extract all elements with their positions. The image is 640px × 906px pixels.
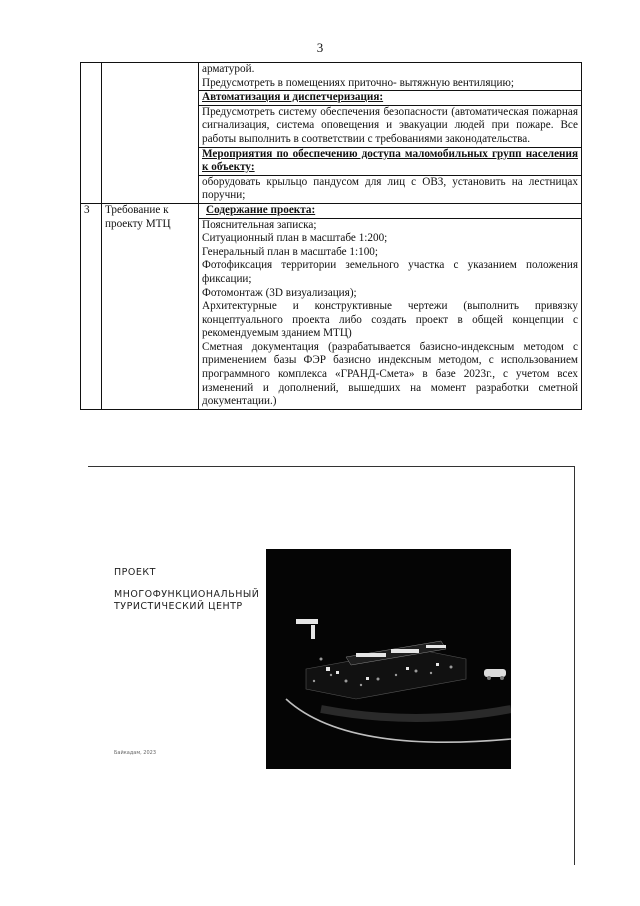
access-text: оборудовать крыльцо пандусом для лиц с ОВЗ, установить на лестницах поручни; xyxy=(202,175,578,202)
building-render-image xyxy=(266,549,511,769)
night-render-illustration xyxy=(266,549,511,769)
cover-title-line: ТУРИСТИЧЕСКИЙ ЦЕНТР xyxy=(114,601,243,612)
access-heading: Мероприятия по обеспечению доступа маломобильных групп населения к объекту: xyxy=(202,147,578,174)
text-line: арматурой. xyxy=(202,63,255,75)
cover-title-line: МНОГОФУНКЦИОНАЛЬНЫЙ xyxy=(114,589,260,600)
requirement-details-cell xyxy=(199,63,582,204)
table-row xyxy=(81,63,582,204)
cover-title xyxy=(114,589,259,613)
requirement-cell xyxy=(102,63,199,204)
row-number-cell: 3 xyxy=(81,203,102,409)
content-heading: Содержание проекта: xyxy=(206,203,316,216)
list-item: Генеральный план в масштабе 1:100; xyxy=(202,245,379,258)
automation-text: Предусмотреть систему обеспечения безопасности (автоматическая пожарная сигнализация, система оповещения и эвакуации людей при пожаре. Все работы выполнить в соответствии с требованиями законодательства. xyxy=(202,105,578,145)
project-cover-sheet xyxy=(88,466,575,865)
text-line: Предусмотреть в помещениях приточно- вытяжную вентиляцию; xyxy=(202,76,514,89)
list-item: Фотофиксация территории земельного участка с указанием положения фиксации; xyxy=(202,259,578,285)
page-number: 3 xyxy=(316,40,324,55)
list-item: Архитектурные и конструктивные чертежи (выполнить привязку концептуального проекта либо создать проект в общей концепции с рекомендуемым зданием МТЦ) xyxy=(202,300,578,340)
requirement-cell: Требование к проекту МТЦ xyxy=(102,203,199,409)
cover-footer: Байкадам, 2023 xyxy=(114,750,157,756)
row-number-cell xyxy=(81,63,102,204)
requirement-details-cell xyxy=(199,203,582,409)
list-item: Пояснительная записка; xyxy=(202,218,317,231)
list-item: Фотомонтаж (3D визуализация); xyxy=(202,286,357,299)
cover-label: ПРОЕКТ xyxy=(114,567,156,578)
requirements-table xyxy=(80,62,582,410)
list-item: Сметная документация (разрабатывается базисно-индексным методом с применением базы ФЭР базисно индексным методом, с использованием программного комплекса «ГРАНД-Смета» в базе 2023г., с учетом всех изменений и дополнений, вышедших на момент разработки сметной документации.) xyxy=(202,340,578,408)
list-item: Ситуационный план в масштабе 1:200; xyxy=(202,232,388,245)
automation-heading: Автоматизация и диспетчеризация: xyxy=(202,91,384,104)
table-row xyxy=(81,203,582,409)
